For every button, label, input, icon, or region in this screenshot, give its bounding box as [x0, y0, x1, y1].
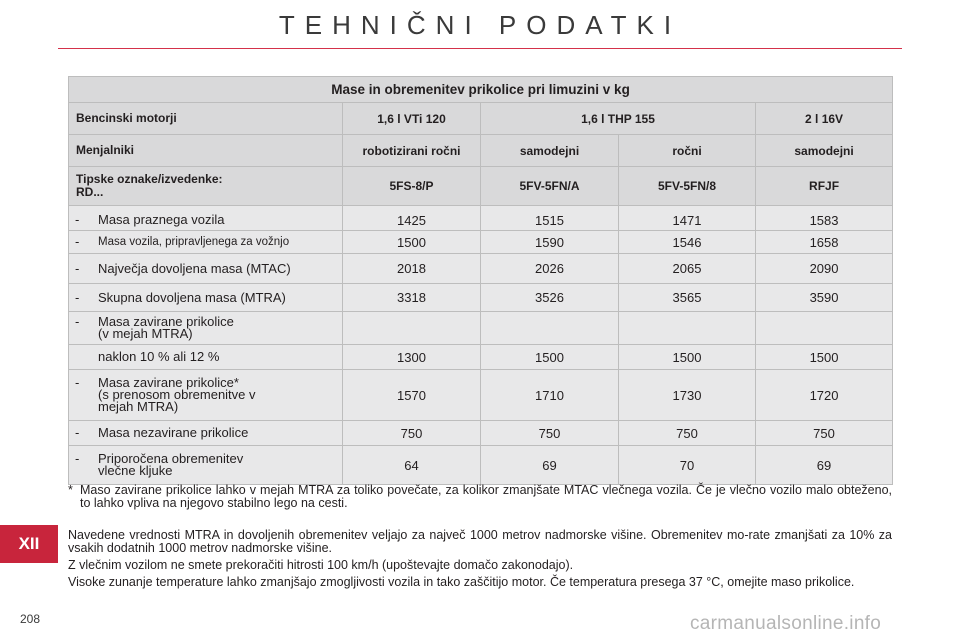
value-cell: 69 — [481, 446, 619, 485]
footnote-marker: * — [68, 483, 73, 497]
engine-label: Bencinski motorji — [69, 103, 343, 135]
gearbox-cell: samodejni — [756, 135, 893, 167]
row-dash: - — [75, 451, 80, 466]
note-paragraph: Navedene vrednosti MTRA in dovoljenih obremenitev veljajo za največ 1000 metrov nadmorske višine. Obremenitev mo-rate zmanjšati za 10% za vsakih dodatnih 1000 metrov nadmorske višine. — [68, 528, 892, 555]
value-cell: 1515 — [481, 206, 619, 231]
value-cell: 69 — [756, 446, 893, 485]
notes-section — [68, 529, 892, 593]
type-cell: 5FV-5FN/A — [481, 167, 619, 206]
table-row — [69, 284, 893, 312]
title-divider — [58, 48, 902, 49]
table-row — [69, 370, 893, 421]
row-label: Največja dovoljena masa (MTAC) — [98, 260, 291, 276]
engine-cell: 1,6 l VTi 120 — [343, 103, 481, 135]
table-row — [69, 446, 893, 485]
value-cell — [481, 312, 619, 345]
value-cell: 750 — [619, 421, 756, 446]
value-cell: 1500 — [756, 345, 893, 370]
gearbox-cell: robotizirani ročni — [343, 135, 481, 167]
value-cell: 2018 — [343, 254, 481, 284]
value-cell: 64 — [343, 446, 481, 485]
row-label: Masa zavirane prikolice* (s prenosom obremenitve v mejah MTRA) — [98, 375, 256, 414]
value-cell: 1570 — [343, 370, 481, 421]
gearbox-cell: ročni — [619, 135, 756, 167]
row-label: naklon 10 % ali 12 % — [98, 349, 220, 364]
note-paragraph: Visoke zunanje temperature lahko zmanjšajo zmogljivosti vozila in tako zaščitijo motor. Če temperatura presega 37 °C, omejite maso prikolice. — [68, 575, 855, 589]
row-label: Skupna dovoljena masa (MTRA) — [98, 289, 286, 305]
value-cell: 70 — [619, 446, 756, 485]
table-row — [69, 312, 893, 345]
type-cell: 5FS-8/P — [343, 167, 481, 206]
footnote-text: Maso zavirane prikolice lahko v mejah MTRA za toliko povečate, za kolikor zmanjšate MTAC vlečnega vozila. Če je vlečno vozilo malo obteženo, to lahko vpliva na njegovo stabilno lego na cesti. — [80, 483, 892, 510]
footnote — [68, 484, 892, 510]
engine-cell: 1,6 l THP 155 — [481, 103, 756, 135]
gearbox-cell: samodejni — [481, 135, 619, 167]
value-cell: 750 — [481, 421, 619, 446]
type-cell: 5FV-5FN/8 — [619, 167, 756, 206]
value-cell: 750 — [343, 421, 481, 446]
value-cell: 2090 — [756, 254, 893, 284]
row-dash: - — [75, 425, 80, 440]
value-cell: 2026 — [481, 254, 619, 284]
row-dash: - — [75, 234, 80, 249]
table-row — [69, 206, 893, 231]
value-cell: 3565 — [619, 284, 756, 312]
row-label: Masa vozila, pripravljenega za vožnjo — [98, 236, 290, 248]
gearbox-label: Menjalniki — [69, 135, 343, 167]
row-label: Masa nezavirane prikolice — [98, 425, 249, 440]
value-cell: 1500 — [343, 231, 481, 254]
value-cell: 1583 — [756, 206, 893, 231]
value-cell: 3526 — [481, 284, 619, 312]
value-cell: 1730 — [619, 370, 756, 421]
value-cell: 3318 — [343, 284, 481, 312]
value-cell: 1471 — [619, 206, 756, 231]
value-cell: 1425 — [343, 206, 481, 231]
mass-table — [68, 76, 893, 485]
type-cell: RFJF — [756, 167, 893, 206]
note-paragraph: Z vlečnim vozilom ne smete prekoračiti hitrosti 100 km/h (upoštevajte domačo zakonodajo). — [68, 558, 574, 572]
value-cell — [343, 312, 481, 345]
value-cell: 2065 — [619, 254, 756, 284]
value-cell: 1720 — [756, 370, 893, 421]
value-cell: 1710 — [481, 370, 619, 421]
row-dash: - — [75, 375, 80, 390]
row-dash — [73, 351, 98, 363]
row-label: Priporočena obremenitev vlečne kljuke — [98, 451, 244, 478]
table-row — [69, 254, 893, 284]
engine-cell: 2 l 16V — [756, 103, 893, 135]
gearbox-row — [69, 135, 893, 167]
row-dash: - — [75, 212, 80, 227]
value-cell: 750 — [756, 421, 893, 446]
value-cell: 1300 — [343, 345, 481, 370]
value-cell — [756, 312, 893, 345]
table-title: Mase in obremenitev prikolice pri limuzini v kg — [69, 77, 893, 103]
value-cell: 1500 — [481, 345, 619, 370]
value-cell: 1546 — [619, 231, 756, 254]
value-cell: 1590 — [481, 231, 619, 254]
table-title-row — [69, 77, 893, 103]
row-dash: - — [75, 314, 80, 329]
watermark: carmanualsonline.info — [690, 613, 882, 634]
value-cell: 3590 — [756, 284, 893, 312]
page-number: 208 — [20, 612, 41, 626]
table-row — [69, 345, 893, 370]
chapter-tab: XII — [0, 525, 58, 563]
table-row — [69, 231, 893, 254]
row-dash: - — [75, 260, 80, 276]
table-row — [69, 421, 893, 446]
row-label: Masa praznega vozila — [98, 212, 225, 227]
value-cell: 1658 — [756, 231, 893, 254]
value-cell — [619, 312, 756, 345]
row-label: Masa zavirane prikolice (v mejah MTRA) — [98, 314, 234, 341]
value-cell: 1500 — [619, 345, 756, 370]
type-label: Tipske oznake/izvedenke: RD... — [69, 167, 343, 206]
engine-row — [69, 103, 893, 135]
page-title: TEHNIČNI PODATKI — [278, 10, 682, 40]
type-row — [69, 167, 893, 206]
row-dash: - — [75, 289, 80, 305]
